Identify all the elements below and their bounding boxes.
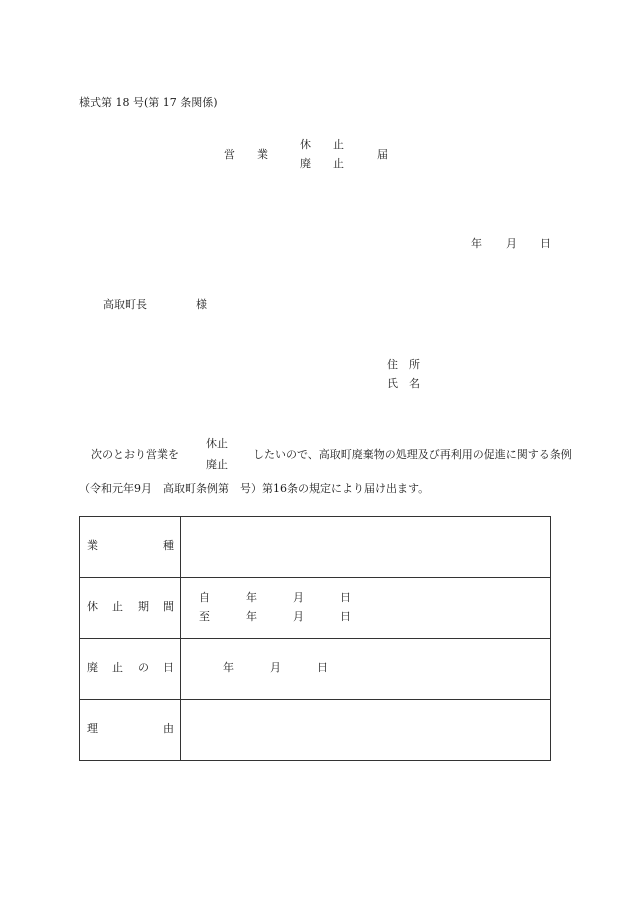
- period-from-month: 月: [293, 591, 304, 604]
- abolition-day: 日: [317, 661, 328, 674]
- period-to-label: 至: [199, 610, 210, 623]
- period-to-month: 月: [293, 610, 304, 623]
- label-char: 廃: [87, 661, 98, 674]
- period-from-day: 日: [340, 591, 351, 604]
- applicant-name-label: 氏 名: [387, 377, 420, 390]
- title-notice: 届: [377, 148, 388, 161]
- date-year: 年: [471, 237, 482, 250]
- title-business: 営 業: [224, 148, 268, 161]
- label-char: 業: [87, 539, 98, 552]
- form-number: 様式第 18 号(第 17 条関係): [79, 96, 218, 109]
- label-business-type: [80, 517, 181, 578]
- label-char: 期: [138, 600, 149, 613]
- table-row-reason: [80, 700, 551, 761]
- body-line2: （令和元年9月 高取町条例第 号）第16条の規定により届け出ます。: [79, 482, 430, 495]
- date-day: 日: [540, 237, 551, 250]
- label-char: の: [138, 661, 149, 674]
- period-from-year: 年: [246, 591, 257, 604]
- body-suffix: したいので、高取町廃棄物の処理及び再利用の促進に関する条例: [253, 448, 572, 461]
- date-month: 月: [506, 237, 517, 250]
- label-char: 理: [87, 722, 98, 735]
- period-from-label: 自: [199, 591, 210, 604]
- label-reason: [80, 700, 181, 761]
- abolition-year: 年: [223, 661, 234, 674]
- table-row-suspension-period: [80, 578, 551, 639]
- label-char: 止: [112, 600, 123, 613]
- label-char: 日: [163, 661, 174, 674]
- body-option-suspend: 休止: [206, 437, 228, 450]
- title-option-suspend: 休 止: [300, 138, 344, 151]
- label-char: 由: [163, 722, 174, 735]
- abolition-month: 月: [270, 661, 281, 674]
- title-option-abolish: 廃 止: [300, 157, 344, 170]
- reason-field[interactable]: [181, 700, 551, 761]
- label-abolition-date: [80, 639, 181, 700]
- addressee-honorific: 様: [196, 298, 207, 311]
- suspension-period-field[interactable]: [181, 578, 551, 639]
- addressee-name: 高取町長: [103, 298, 147, 311]
- table-row-business-type: [80, 517, 551, 578]
- abolition-date-field[interactable]: [181, 639, 551, 700]
- label-char: 休: [87, 600, 98, 613]
- label-char: 止: [112, 661, 123, 674]
- body-prefix: 次のとおり営業を: [91, 448, 179, 461]
- period-to-day: 日: [340, 610, 351, 623]
- period-to-year: 年: [246, 610, 257, 623]
- body-option-abolish: 廃止: [206, 458, 228, 471]
- label-char: 種: [163, 539, 174, 552]
- label-suspension-period: [80, 578, 181, 639]
- label-char: 間: [163, 600, 174, 613]
- form-table: [79, 516, 551, 761]
- applicant-address-label: 住 所: [387, 358, 420, 371]
- table-row-abolition-date: [80, 639, 551, 700]
- business-type-field[interactable]: [181, 517, 551, 578]
